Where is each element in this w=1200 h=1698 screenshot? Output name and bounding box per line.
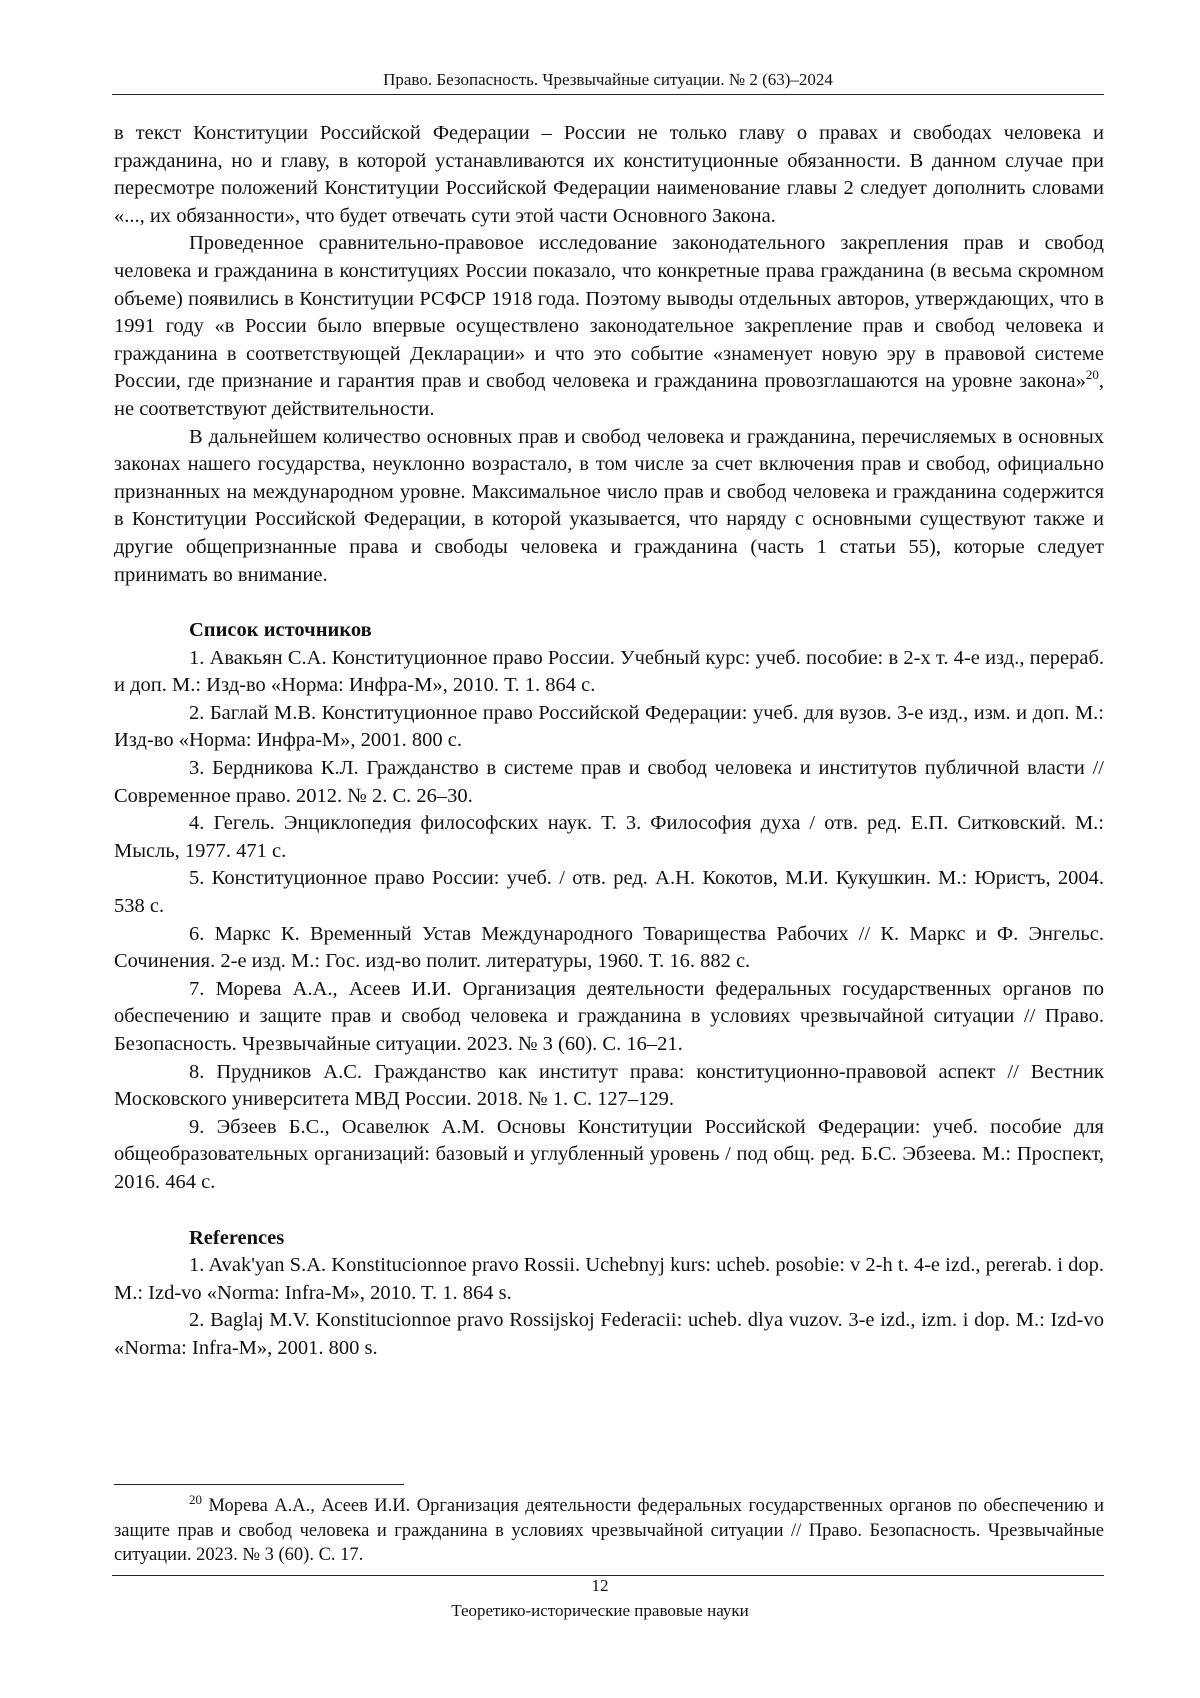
- footnote-reference[interactable]: 20: [1085, 367, 1099, 383]
- journal-title: Право. Безопасность. Чрезвычайные ситуации. № 2 (63)–2024: [383, 70, 833, 89]
- source-item: 2. Баглай М.В. Конституционное право Российской Федерации: учеб. для вузов. 3-е изд., изм. и доп. М.: Изд-во «Норма: Инфра-М», 2001. 800 с.: [114, 701, 1104, 752]
- reference-item: 1. Avak'yan S.A. Konstitucionnoe pravo Rossii. Uchebnyj kurs: ucheb. posobie: v 2-h t. 4-e izd., pererab. i dop. M.: Izd-vo «Norma: Infra-M», 2010. T. 1. 864 s.: [114, 1254, 1104, 1304]
- source-item: 4. Гегель. Энциклопедия философских наук. Т. 3. Философия духа / отв. ред. Е.П. Ситковский. М.: Мысль, 1977. 471 с.: [114, 812, 1104, 862]
- header-divider: [112, 94, 1104, 95]
- sources-heading: Список источников: [189, 619, 372, 642]
- page-number: 12: [591, 1576, 609, 1595]
- source-item: 1. Авакьян С.А. Конституционное право России. Учебный курс: учеб. пособие: в 2-х т. 4-е изд., перераб. и доп. М.: Изд-во «Норма: Инфра-М», 2010. Т. 1. 864 с.: [114, 646, 1104, 697]
- footnote-divider: [114, 1484, 404, 1485]
- footnote-text: Морева А.А., Асеев И.И. Организация деятельности федеральных государственных органов по обеспечению и защите прав и свобод человека и гражданина в условиях чрезвычайной ситуации // Право. Безопасность. Чрезвычайные ситуации. 2023. № 3 (60). С. 17.: [114, 1496, 1104, 1565]
- source-item: 7. Морева А.А., Асеев И.И. Организация деятельности федеральных государственных органов по обеспечению и защите прав и свобод человека и гражданина в условиях чрезвычайной ситуации // Право. Безопасность. Чрезвычайные ситуации. 2023. № 3 (60). С. 16–21.: [114, 977, 1104, 1055]
- paragraph-text: Проведенное сравнительно-правовое исследование законодательного закрепления прав и свобод человека и гражданина в конституциях России показало, что конкретные права гражданина (в весьма скромном объеме) появились в Конституции РСФСР 1918 года. Поэтому выводы отдельных авторов, утверждающих, что в 1991 году «в России было впервые осуществлено законодательное закрепление прав и свобод человека и гражданина в соответствующей Декларации» и что это событие «знаменует новую эру в правовой системе России, где признание и гарантия прав и свобод человека и гражданина провозглашаются на уровне закона»: [114, 232, 1104, 393]
- source-item: 3. Бердникова К.Л. Гражданство в системе прав и свобод человека и институтов публичной власти // Современное право. 2012. № 2. С. 26–30.: [114, 757, 1104, 807]
- source-item: 8. Прудников А.С. Гражданство как институт права: конституционно-правовой аспект // Вестник Московского университета МВД России. 2018. № 1. С. 127–129.: [114, 1060, 1104, 1111]
- source-item: 6. Маркс К. Временный Устав Международного Товарищества Рабочих // К. Маркс и Ф. Энгельс. Сочинения. 2-е изд. М.: Гос. изд-во полит. литературы, 1960. Т. 16. 882 с.: [114, 922, 1104, 973]
- source-item: 5. Конституционное право России: учеб. / отв. ред. А.Н. Кокотов, М.И. Кукушкин. М.: Юристъ, 2004. 538 с.: [114, 867, 1104, 918]
- references-heading: References: [189, 1226, 285, 1249]
- reference-item: 2. Baglaj M.V. Konstitucionnoe pravo Rossijskoj Federacii: ucheb. dlya vuzov. 3-e izd., izm. i dop. M.: Izd-vo «Norma: Infra-M», 2001. 800 s.: [114, 1309, 1104, 1359]
- footnote: [114, 1491, 1104, 1568]
- paragraph-comparative-study: [114, 230, 1104, 423]
- spacer: [114, 589, 1104, 617]
- paragraph-rights-growth: В дальнейшем количество основных прав и свобод человека и гражданина, перечисляемых в основных законах нашего государства, неуклонно возрастало, в том числе за счет включения прав и свобод, официально признанных на международном уровне. Максимальное число прав и свобод человека и гражданина содержится в Конституции Российской Федерации, в которой указывается, что наряду с основными существуют также и другие общепризнанные права и свободы человека и гражданина (часть 1 статьи 55), которые следует принимать во внимание.: [114, 425, 1104, 586]
- footnote-number: 20: [189, 1491, 202, 1507]
- paragraph-text-tail: , не соответствуют действительности.: [114, 370, 1104, 420]
- references-list: [114, 1252, 1104, 1362]
- source-item: 9. Эбзеев Б.С., Осавелюк А.М. Основы Конституции Российской Федерации: учеб. пособие для общеобразовательных организаций: базовый и углубленный уровень / под общ. ред. Б.С. Эбзеева. М.: Проспект, 2016. 464 с.: [114, 1115, 1104, 1193]
- spacer: [114, 1197, 1104, 1225]
- paragraph-continuation: в текст Конституции Российской Федерации – России не только главу о правах и свободах человека и гражданина, но и главу, в которой устанавливаются их конституционные обязанности. В данном случае при пересмотре положений Конституции Российской Федерации наименование главы 2 следует дополнить словами «..., их обязанности», что будет отвечать сути этой части Основного Закона.: [114, 122, 1104, 227]
- article-body: [114, 120, 1104, 1363]
- section-title: Теоретико-исторические правовые науки: [451, 1601, 749, 1620]
- sources-list: [114, 645, 1104, 1197]
